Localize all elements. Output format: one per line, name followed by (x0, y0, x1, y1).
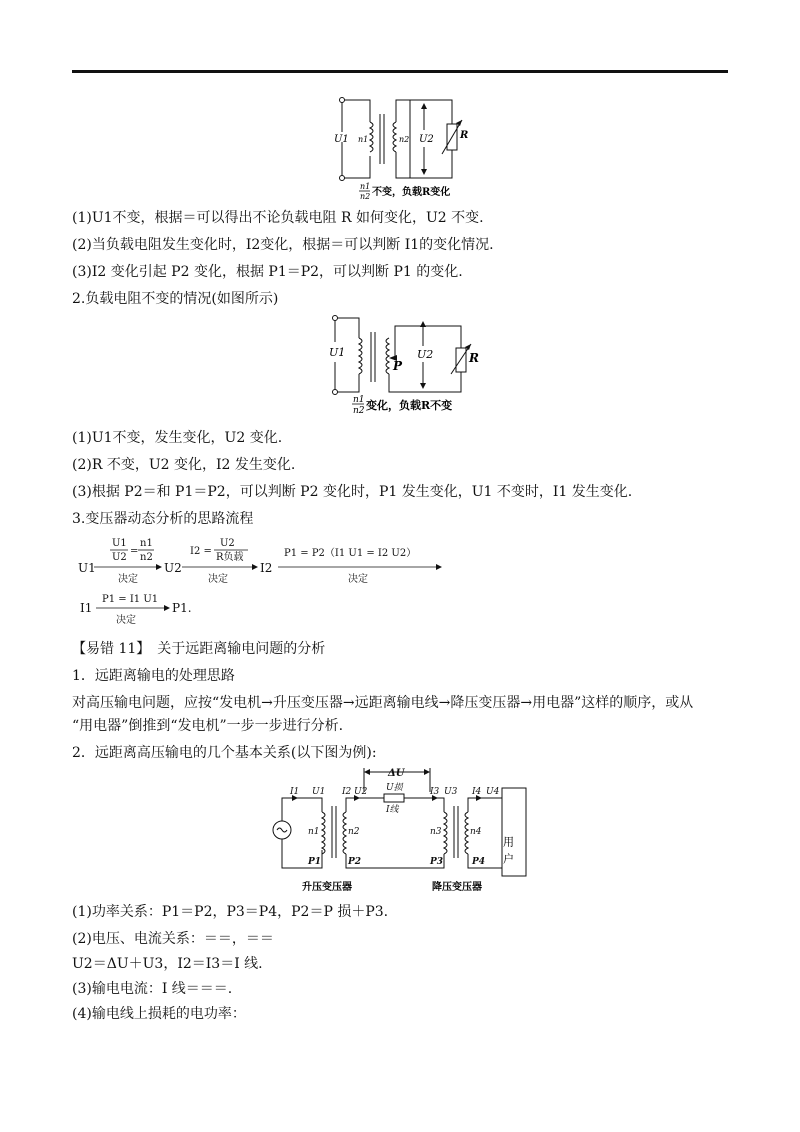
flow-decide-2: 决定 (208, 574, 228, 585)
fig2-u1: U1 (329, 346, 346, 359)
fig1-caption: 不变，负载R变化 (372, 187, 451, 198)
text-line-1: (1)U1不变，根据＝可以得出不论负载电阻 R 如何变化，U2 不变. (72, 210, 484, 226)
flow-f3-num: U2 (220, 538, 235, 549)
fig3-n3: n3 (430, 827, 442, 837)
fig1-frac-num: n1 (360, 182, 371, 191)
flow-f1-num: U1 (112, 538, 127, 549)
text-line-8: 3.变压器动态分析的思路流程 (72, 511, 254, 527)
fig3-step-down: 降压变压器 (432, 882, 482, 893)
text-line-5: (1)U1不变，发生变化，U2 变化. (72, 430, 283, 446)
fig3-u4: U4 (486, 787, 500, 797)
flow-i2-eq: I2 = (190, 546, 212, 557)
fig3-user: 用户 (501, 836, 515, 870)
fig1-r: R (460, 130, 469, 141)
text-line-6: (2)R 不变，U2 变化，I2 发生变化. (72, 457, 296, 473)
paragraph-line-2: “用电器”倒推到“发电机”一步一步进行分析. (72, 718, 344, 734)
relation-line-1: (1)功率关系：P1＝P2，P3＝P4，P2＝P 损＋P3. (72, 904, 389, 920)
flow-f1-den: U2 (112, 552, 127, 563)
fig2-caption: 变化，负载R不变 (366, 399, 453, 412)
flow-decide-4: 决定 (116, 615, 136, 626)
section-heading-11: 【易错 11】 关于远距离输电问题的分析 (72, 641, 326, 657)
flow-i2: I2 (260, 561, 273, 575)
flow-u1: U1 (78, 561, 96, 575)
fig2-p: P (393, 359, 403, 373)
flow-eq: = (130, 546, 139, 557)
fig2-frac-num: n1 (353, 395, 365, 405)
fig3-p2: P2 (348, 857, 362, 867)
flow-decide-1: 决定 (118, 574, 138, 585)
flow-decide-3: 决定 (348, 574, 368, 585)
fig3-i1: I1 (290, 787, 300, 797)
fig3-u3: U3 (444, 787, 458, 797)
fig3-p1: P1 (308, 857, 322, 867)
fig1-frac-den: n2 (360, 192, 371, 201)
flow-f2-den: n2 (140, 552, 153, 563)
fig3-n2: n2 (348, 827, 360, 837)
subheading-1: 1．远距离输电的处理思路 (72, 668, 235, 684)
text-line-3: (3)I2 变化引起 P2 变化，根据 P1＝P2，可以判断 P1 的变化. (72, 264, 463, 280)
fig1-n2: n2 (399, 135, 410, 144)
fig2-u2: U2 (417, 348, 434, 361)
fig3-p3: P3 (430, 857, 444, 867)
text-line-2: (2)当负载电阻发生变化时，I2变化，根据＝可以判断 I1的变化情况. (72, 237, 494, 253)
relation-line-5: (4)输电线上损耗的电功率： (72, 1006, 246, 1022)
fig3-p4: P4 (472, 857, 486, 867)
flow-f2-num: n1 (140, 538, 153, 549)
flow-i1: I1 (80, 601, 93, 615)
transformer-diagram-1 (330, 92, 480, 204)
flow-p-rel2: P1 = I1 U1 (102, 594, 159, 605)
fig3-i-line: I线 (386, 805, 399, 815)
transmission-diagram (262, 764, 532, 896)
relation-line-2: (2)电压、电流关系：＝＝，＝＝ (72, 931, 274, 947)
fig3-i3: I3 (430, 787, 440, 797)
fig3-n1: n1 (308, 827, 320, 837)
flow-u2: U2 (164, 561, 182, 575)
relation-line-3: U2＝ΔU＋U3，I2＝I3＝I 线. (72, 956, 263, 972)
fig3-n4: n4 (470, 827, 482, 837)
fig3-i4: I4 (472, 787, 482, 797)
fig2-r: R (469, 351, 479, 365)
fig1-n1: n1 (358, 135, 369, 144)
fig2-frac-den: n2 (353, 406, 365, 416)
text-line-4: 2.负载电阻不变的情况(如图所示) (72, 291, 279, 307)
fig1-u2: U2 (419, 134, 434, 145)
header-rule (72, 70, 728, 73)
fig3-step-up: 升压变压器 (302, 882, 352, 893)
paragraph-line-1: 对高压输电问题，应按“发电机→升压变压器→远距离输电线→降压变压器→用电器”这样的顺序，或从 (72, 695, 694, 711)
fig3-u1: U1 (312, 787, 326, 797)
analysis-flow (72, 532, 512, 632)
flow-p-rel: P1 = P2（I1 U1 = I2 U2） (284, 548, 417, 559)
text-line-7: (3)根据 P2＝和 P1＝P2，可以判断 P2 变化时，P1 发生变化，U1 不变时，I1 发生变化. (72, 484, 633, 500)
transformer-diagram-2 (323, 312, 483, 420)
subheading-2: 2．远距离高压输电的几个基本关系(以下图为例): (72, 745, 377, 761)
fig3-du: ΔU (388, 768, 405, 779)
fig1-u1: U1 (334, 134, 349, 145)
flow-f3-den: R负载 (216, 552, 244, 563)
flow-p1: P1. (172, 601, 192, 615)
relation-line-4: (3)输电电流：I 线＝＝＝. (72, 981, 233, 997)
fig3-i2: I2 (342, 787, 352, 797)
fig3-u-loss: U损 (386, 783, 403, 793)
fig3-u2: U2 (354, 787, 368, 797)
